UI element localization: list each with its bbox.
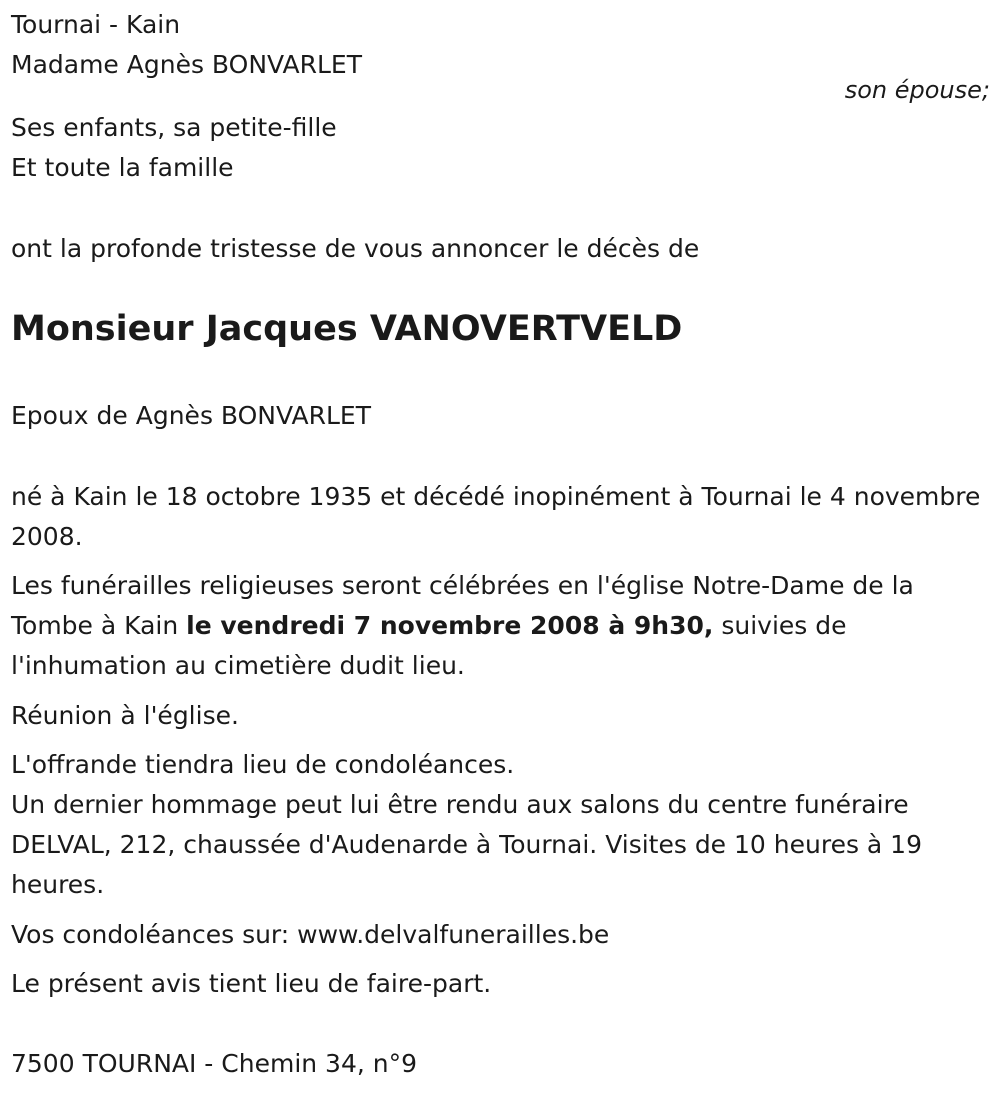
family-line-children: Ses enfants, sa petite-fille xyxy=(11,113,337,142)
birth-death-paragraph: né à Kain le 18 octobre 1935 et décédé inopinément à Tournai le 4 novembre 2008. xyxy=(11,482,981,551)
notice-line: Le présent avis tient lieu de faire-part. xyxy=(11,969,492,998)
spouse-name-line: Madame Agnès BONVARLET xyxy=(11,50,362,79)
deceased-name: Monsieur Jacques VANOVERTVELD xyxy=(11,309,683,349)
condolences-line: Vos condoléances sur: www.delvalfunerailles.be xyxy=(11,920,610,949)
funeral-text-end: suivies de l'inhumation au cimetière dudit lieu. xyxy=(11,611,847,680)
family-line-all: Et toute la famille xyxy=(11,153,234,182)
address-line: 7500 TOURNAI - Chemin 34, n°9 xyxy=(11,1049,418,1078)
spouse-label: son épouse; xyxy=(844,76,990,104)
funeral-text-start: Les funérailles religieuses seront célébrées en l'église Notre-Dame de la Tombe à Kain xyxy=(11,571,914,640)
offering-line: L'offrande tiendra lieu de condoléances. xyxy=(11,750,515,779)
location-line: Tournai - Kain xyxy=(11,10,181,39)
funeral-date: le vendredi 7 novembre 2008 à 9h30, xyxy=(186,611,714,640)
spouse-of-line: Epoux de Agnès BONVARLET xyxy=(11,401,371,430)
meeting-line: Réunion à l'église. xyxy=(11,701,239,730)
announcement-text: ont la profonde tristesse de vous annoncer le décès de xyxy=(11,234,700,263)
funeral-paragraph xyxy=(11,566,986,686)
tribute-paragraph: Un dernier hommage peut lui être rendu aux salons du centre funéraire DELVAL, 212, chaussée d'Audenarde à Tournai. Visites de 10 heures à 19 heures. xyxy=(11,790,922,899)
